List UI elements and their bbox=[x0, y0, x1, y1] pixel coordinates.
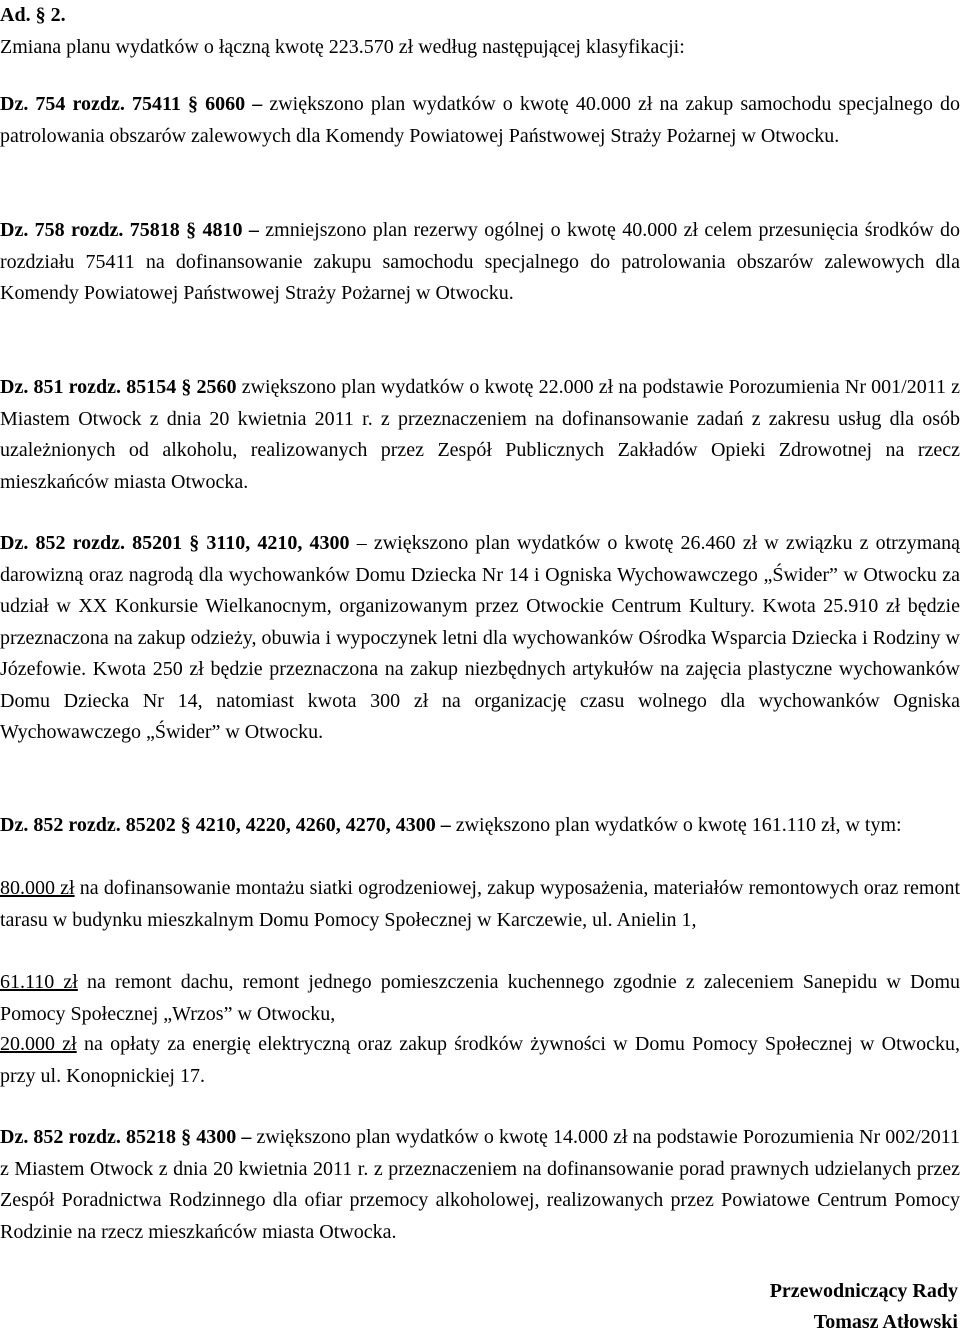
budget-item-85154 bbox=[0, 372, 960, 498]
item-code: Dz. 754 rozdz. 75411 § 6060 bbox=[0, 93, 246, 115]
item-text: zwiększono plan wydatków o kwotę 26.460 zł w związku z otrzymaną darowizną oraz nagrodą dla wychowanków Domu Dziecka Nr 14 i Ogniska Wychowawczego „Świder” w Otwocku za udział w XX Konkursie Wielkanocnym, organizowanym przez Otwockie Centrum Kultury. Kwota 25.910 zł będzie przeznaczona na zakup odzieży, obuwia i wypoczynek letni dla wychowanków Ośrodka Wsparcia Dziecka i Rodziny w Józefowie. Kwota 250 zł będzie przeznaczona na zakup niezbędnych artykułów na zajęcia plastyczne wychowanków Domu Dziecka Nr 14, natomiast kwota 300 zł na organizację czasu wolnego dla wychowanków Ogniska Wychowawczego „Świder” w Otwocku. bbox=[0, 532, 960, 743]
item-dash: – bbox=[440, 814, 451, 836]
item-code: Dz. 758 rozdz. 75818 § 4810 bbox=[0, 219, 243, 241]
item-dash: – bbox=[252, 93, 263, 115]
subitem-text: na opłaty za energię elektryczną oraz zakup środków żywności w Domu Pomocy Społecznej w Otwocku, przy ul. Konopnickiej 17. bbox=[0, 1033, 960, 1087]
subitem-amount: 80.000 zł bbox=[0, 877, 75, 899]
signature-name: Tomasz Atłowski bbox=[813, 1311, 958, 1333]
budget-item-85218 bbox=[0, 1122, 960, 1248]
item-text: zwiększono plan wydatków o kwotę 40.000 zł na zakup samochodu specjalnego do patrolowania obszarów zalewowych dla Komendy Powiatowej Państwowej Straży Pożarnej w Otwocku. bbox=[0, 93, 960, 147]
budget-item-75818 bbox=[0, 215, 960, 310]
item-text: zwiększono plan wydatków o kwotę 161.110 zł, w tym: bbox=[455, 814, 902, 836]
section-intro: Zmiana planu wydatków o łączną kwotę 223.570 zł według następującej klasyfikacji: bbox=[0, 36, 685, 58]
budget-item-85201 bbox=[0, 528, 960, 749]
subitem-text: na dofinansowanie montażu siatki ogrodzeniowej, zakup wyposażenia, materiałów remontowych oraz remont tarasu w budynku mieszkalnym Domu Pomocy Społecznej w Karczewie, ul. Anielin 1, bbox=[0, 877, 960, 931]
subitem-dps-wrzos bbox=[0, 967, 960, 1030]
subitem-dps-otwock bbox=[0, 1029, 960, 1092]
budget-item-85202 bbox=[0, 810, 960, 842]
item-code: Dz. 852 rozdz. 85201 § 3110, 4210, 4300 bbox=[0, 532, 350, 554]
signature-block bbox=[770, 1276, 958, 1338]
subitem-amount: 61.110 zł bbox=[0, 971, 78, 993]
item-text: zwiększono plan wydatków o kwotę 14.000 zł na podstawie Porozumienia Nr 002/2011 z Miastem Otwock z dnia 20 kwietnia 2011 r. z przeznaczeniem na dofinansowanie porad prawnych udzielanych przez Zespół Poradnictwa Rodzinnego dla ofiar przemocy alkoholowej, realizowanych przez Powiatowe Centrum Pomocy Rodzinie na rzecz mieszkańców miasta Otwocka. bbox=[0, 1126, 960, 1243]
subitem-dps-karczew bbox=[0, 873, 960, 936]
section-heading: Ad. § 2. bbox=[0, 4, 66, 26]
item-text: zwiększono plan wydatków o kwotę 22.000 zł na podstawie Porozumienia Nr 001/2011 z Miastem Otwock z dnia 20 kwietnia 2011 r. z przeznaczeniem na dofinansowanie zadań z zakresu usług dla osób uzależnionych od alkoholu, realizowanych przez Zespół Publicznych Zakładów Opieki Zdrowotnej na rzecz mieszkańców miasta Otwocka. bbox=[0, 376, 960, 493]
budget-item-75411 bbox=[0, 89, 960, 152]
item-text: zmniejszono plan rezerwy ogólnej o kwotę 40.000 zł celem przesunięcia środków do rozdziału 75411 na dofinansowanie zakupu samochodu specjalnego do patrolowania obszarów zalewowych dla Komendy Powiatowej Państwowej Straży Pożarnej w Otwocku. bbox=[0, 219, 960, 304]
item-dash: – bbox=[248, 219, 259, 241]
item-code: Dz. 852 rozdz. 85202 § 4210, 4220, 4260, 4270, 4300 bbox=[0, 814, 436, 836]
subitem-amount: 20.000 zł bbox=[0, 1033, 77, 1055]
item-dash: – bbox=[356, 532, 367, 554]
item-code: Dz. 851 rozdz. 85154 § 2560 bbox=[0, 376, 237, 398]
item-code: Dz. 852 rozdz. 85218 § 4300 bbox=[0, 1126, 237, 1148]
subitem-text: na remont dachu, remont jednego pomieszczenia kuchennego zgodnie z zaleceniem Sanepidu w Domu Pomocy Społecznej „Wrzos” w Otwocku, bbox=[0, 971, 960, 1025]
signature-title: Przewodniczący Rady bbox=[769, 1280, 958, 1302]
item-dash: – bbox=[241, 1126, 252, 1148]
